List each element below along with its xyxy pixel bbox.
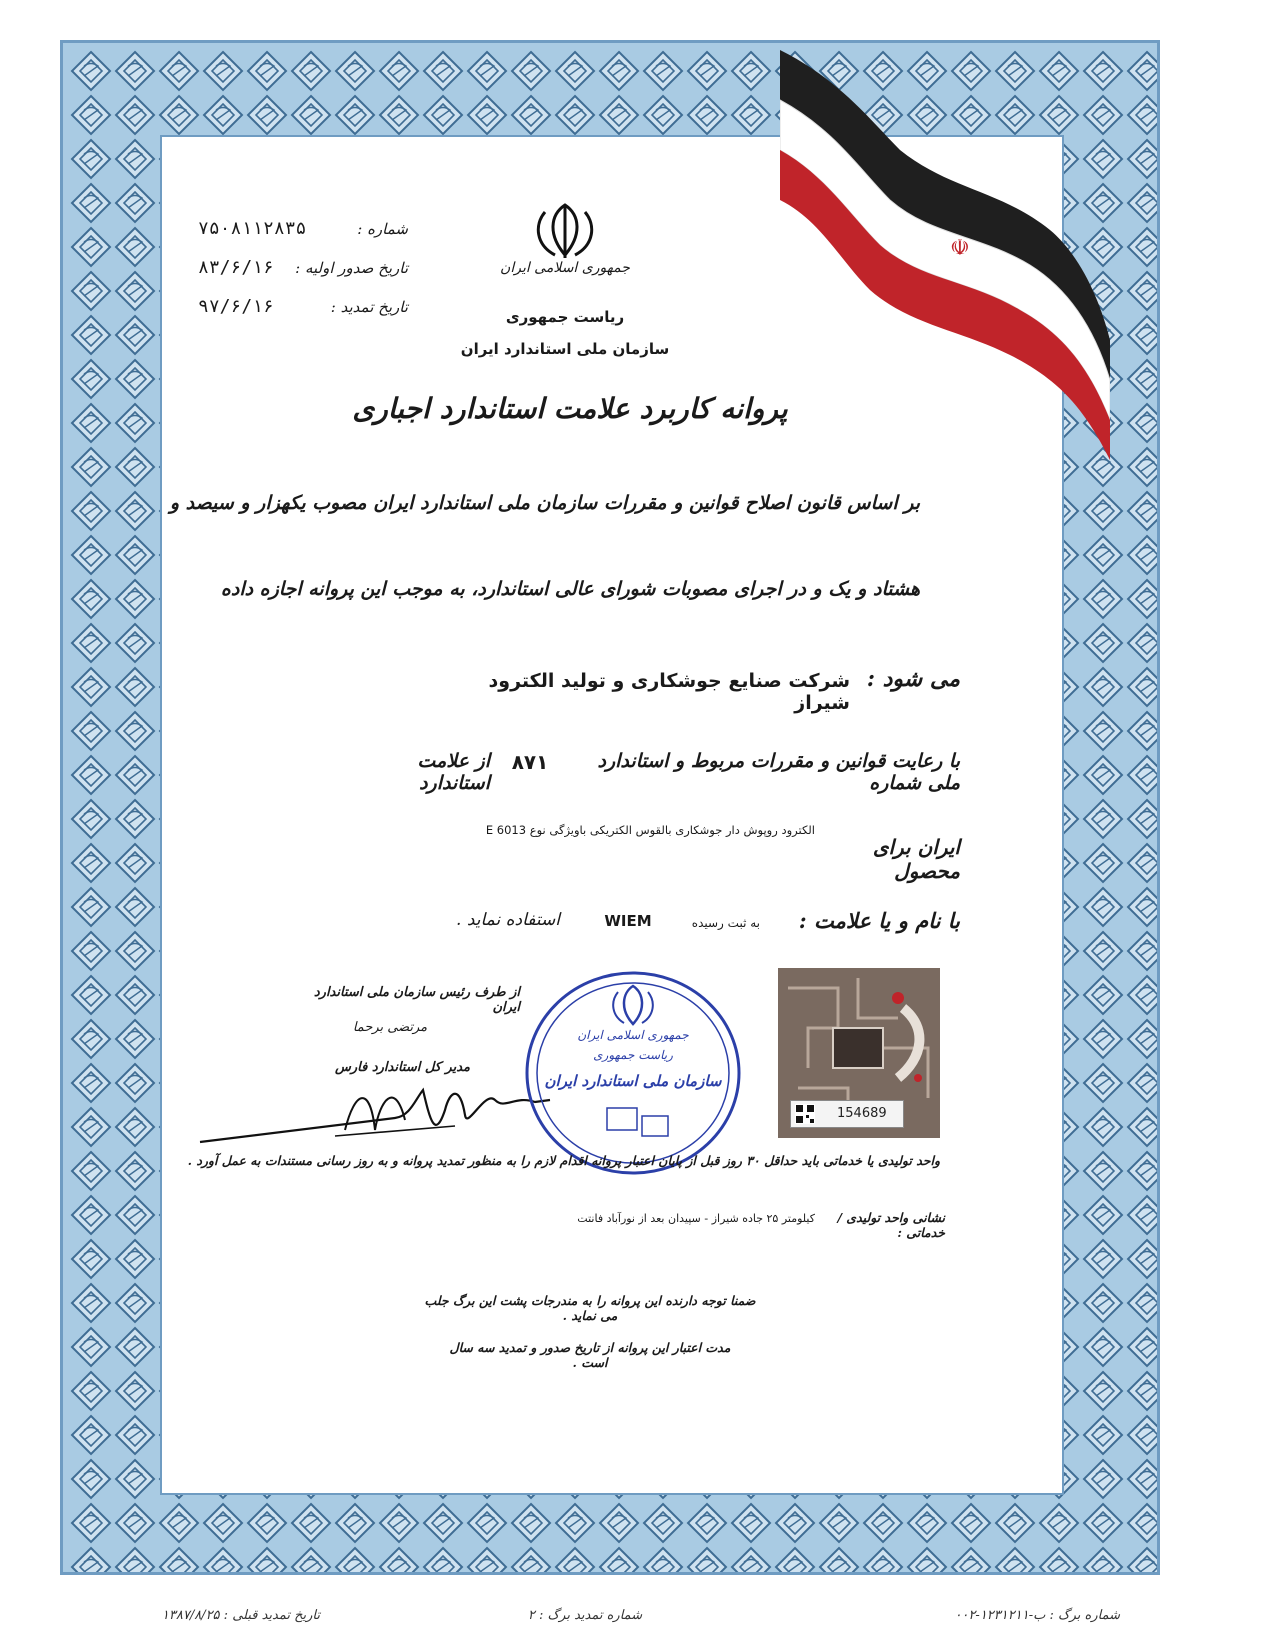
brand-registered: به ثبت رسیده <box>691 916 760 930</box>
standard-number: ۸۷۱ <box>511 750 549 774</box>
footer-sheet-number: شماره برگ : ب-۱۲۳۱۲۱۱-۰۰۲ <box>954 1608 1120 1623</box>
brand-name: WIEM <box>604 912 652 930</box>
flag-emblem-icon: ☫ <box>950 236 970 261</box>
hologram-sticker <box>778 968 940 1138</box>
brand-suffix: استفاده نماید . <box>456 910 560 930</box>
meta-renew-date-label: تاریخ تمدید : <box>330 298 408 316</box>
meta-number-row <box>198 218 408 248</box>
seal-line-2: ریاست جمهوری <box>593 1048 673 1062</box>
validity-note: مدت اعتبار این پروانه از تاریخ صدور و تمدید سه سال است . <box>449 1340 731 1370</box>
handwritten-signature <box>195 1060 555 1160</box>
footer-renewal-sheet: شماره تمدید برگ : ۲ <box>527 1608 643 1623</box>
presidency-label: ریاست جمهوری <box>505 308 625 326</box>
organization-name: سازمان ملی استاندارد ایران <box>460 340 670 358</box>
emblem-caption: جمهوری اسلامی ایران <box>500 260 630 276</box>
company-name: شرکت صنایع جوشکاری و تولید الکترود شیراز <box>488 670 850 714</box>
address-value: کیلومتر ۲۵ جاده شیراز - سپیدان بعد از نورآباد فانتت <box>577 1212 815 1225</box>
body-line-2: هشتاد و یک و در اجرای مصوبات شورای عالی استاندارد، به موجب این پروانه اجازه داده <box>220 578 920 600</box>
meta-issue-date-row <box>198 257 408 287</box>
hologram-number: 154689 <box>837 1106 887 1121</box>
qr-code-icon <box>795 1104 815 1124</box>
hologram-label <box>790 1100 904 1128</box>
meta-issue-date-label: تاریخ صدور اولیه : <box>295 259 408 277</box>
seal-line-1: جمهوری اسلامی ایران <box>577 1028 689 1042</box>
address-label: نشانی واحد تولیدی / خدماتی : <box>837 1210 945 1240</box>
meta-issue-date-value: ۸۳/۶/۱۶ <box>198 257 274 278</box>
backside-note: ضمنا توجه دارنده این پروانه را به مندرجات پشت این برگ جلب می نماید . <box>424 1293 756 1323</box>
signature-line-1: از طرف رئیس سازمان ملی استاندارد ایران <box>313 985 520 1015</box>
footer-previous-renewal: تاریخ تمدید قبلی : ۱۳۸۷/۸/۲۵ <box>161 1608 320 1623</box>
meta-number-value: ۷۵۰۸۱۱۲۸۳۵ <box>198 218 307 239</box>
renewal-notice: واحد تولیدی یا خدماتی باید حداقل ۳۰ روز قبل از پایان اعتبار پروانه اقدام لازم را به منظور تمدید پروانه و به روز رسانی مستندات به عمل آورد . <box>187 1153 940 1168</box>
seal-line-3: سازمان ملی استاندارد ایران <box>544 1072 722 1090</box>
meta-number-label: شماره : <box>357 220 408 238</box>
product-name: الکترود روپوش دار جوشکاری بالقوس الکتریکی باویژگی نوع E 6013 <box>485 823 815 837</box>
meta-renew-date-row <box>198 296 408 326</box>
signature-line-2: مرتضی برحما <box>352 1020 428 1035</box>
product-prefix: ایران برای محصول <box>872 835 960 883</box>
certificate-title: پروانه کاربرد علامت استاندارد اجباری <box>352 392 788 425</box>
company-prefix: می شود : <box>866 666 960 692</box>
meta-renew-date-value: ۹۷/۶/۱۶ <box>198 296 274 317</box>
body-line-1: بر اساس قانون اصلاح قوانین و مقررات سازمان ملی استاندارد ایران مصوب یکهزار و سیصد و <box>169 492 920 514</box>
signature-line-3: مدیر کل استاندارد فارس <box>334 1060 470 1075</box>
standard-suffix: از علامت استاندارد <box>417 750 490 794</box>
standard-prefix: با رعایت قوانین و مقررات مربوط و استاندارد ملی شماره <box>597 750 960 794</box>
iran-emblem-icon <box>530 200 600 260</box>
brand-prefix: با نام و یا علامت : <box>798 908 960 933</box>
